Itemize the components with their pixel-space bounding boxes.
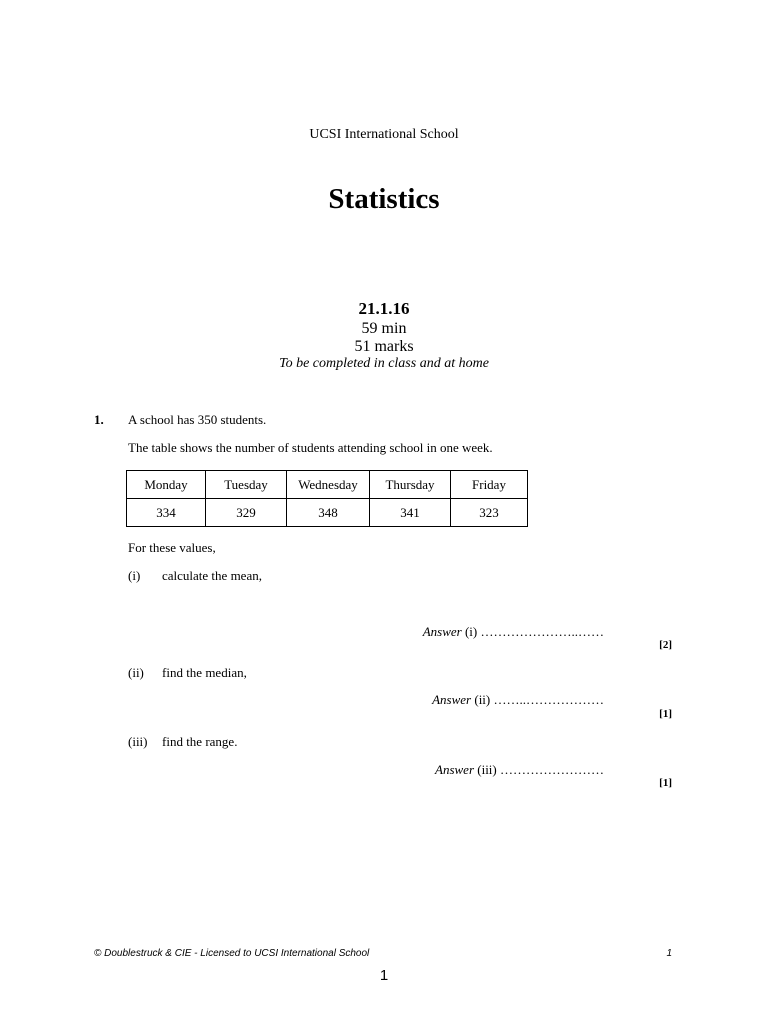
answer-dots: …………………… xyxy=(500,762,604,777)
part-text-i: calculate the mean, xyxy=(162,568,262,583)
school-name: UCSI International School xyxy=(309,127,459,142)
part-text-iii: find the range. xyxy=(162,734,238,749)
part-label-i: (i) xyxy=(128,568,141,583)
attendance-table xyxy=(126,470,528,527)
completion-note: To be completed in class and at home xyxy=(279,356,489,371)
footer-page-number: 1 xyxy=(666,948,672,959)
answer-part: (iii) xyxy=(477,762,497,777)
for-these-values: For these values, xyxy=(128,540,216,555)
mark-i: [2] xyxy=(659,639,672,651)
answer-line-ii[interactable] xyxy=(432,692,604,708)
answer-part: (ii) xyxy=(474,692,491,707)
answer-label: Answer xyxy=(432,692,472,707)
mark-ii: [1] xyxy=(659,708,672,720)
table-cell: 334 xyxy=(127,499,206,527)
date: 21.1.16 xyxy=(358,299,410,318)
table-header-cell: Wednesday xyxy=(287,471,370,499)
table-header-cell: Tuesday xyxy=(206,471,287,499)
table-cell: 348 xyxy=(287,499,370,527)
table-cell: 341 xyxy=(370,499,451,527)
part-label-ii: (ii) xyxy=(128,665,144,680)
table-header-cell: Monday xyxy=(127,471,206,499)
page-title: Statistics xyxy=(328,183,440,215)
part-label-iii: (iii) xyxy=(128,734,148,749)
total-marks: 51 marks xyxy=(354,338,414,355)
footer-copyright: © Doublestruck & CIE - Licensed to UCSI International School xyxy=(94,948,370,959)
answer-label: Answer xyxy=(435,762,474,777)
question-number: 1. xyxy=(94,412,104,427)
part-text-ii: find the median, xyxy=(162,665,247,680)
page-number: 1 xyxy=(379,967,389,984)
table-cell: 323 xyxy=(451,499,528,527)
answer-line-i[interactable] xyxy=(423,624,604,640)
table-header-row xyxy=(127,471,528,499)
answer-line-iii[interactable] xyxy=(435,762,604,778)
answer-part: (i) xyxy=(464,624,478,639)
answer-dots: ……..……………… xyxy=(493,692,604,707)
mark-iii: [1] xyxy=(659,777,672,789)
duration: 59 min xyxy=(361,320,407,337)
table-description: The table shows the number of students attending school in one week. xyxy=(128,440,493,455)
table-header-cell: Friday xyxy=(451,471,528,499)
answer-dots: …………………..…… xyxy=(480,624,604,639)
question-stem: A school has 350 students. xyxy=(128,412,267,427)
table-header-cell: Thursday xyxy=(370,471,451,499)
answer-label: Answer xyxy=(422,624,462,639)
table-row xyxy=(127,499,528,527)
table-cell: 329 xyxy=(206,499,287,527)
